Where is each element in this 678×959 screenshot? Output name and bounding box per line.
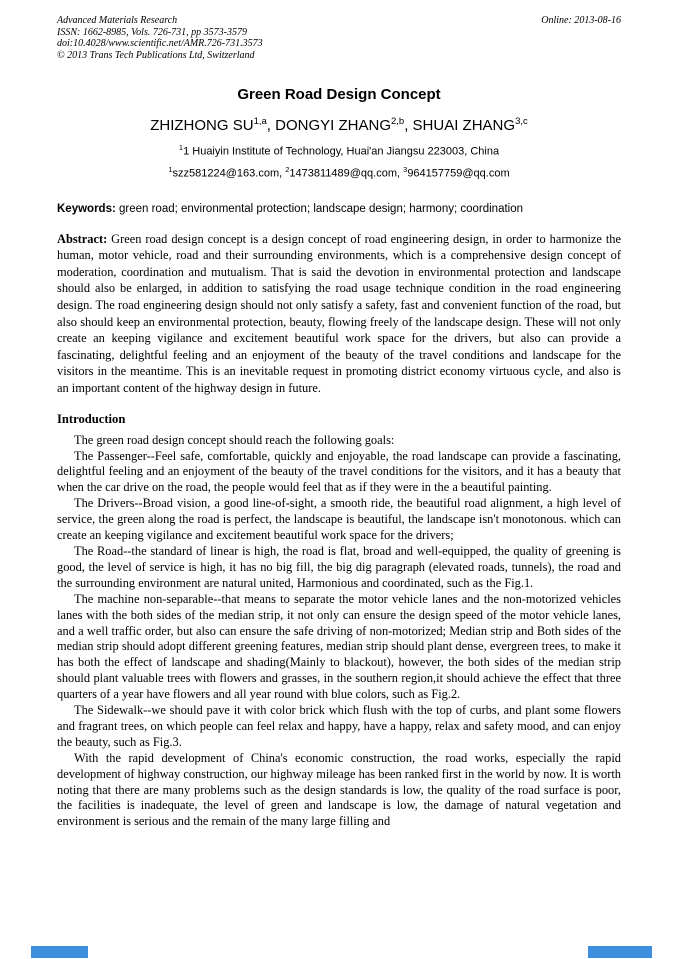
intro-paragraph: The Passenger--Feel safe, comfortable, quickly and enjoyable, the road landscape can provide a fascinating, delightful feeling and an enjoyment of the beauty of the travel conditions for the visitors, and it has a beauty that when the car drive on the road, the people would feel that as if they were in the a beautiful painting.: [57, 448, 621, 495]
author-separator: ,: [404, 117, 413, 135]
email-address: 1473811489@qq.com: [289, 167, 398, 180]
online-date: Online: 2013-08-16: [541, 15, 621, 26]
email-separator: ,: [279, 167, 286, 180]
journal-name: Advanced Materials Research: [57, 15, 178, 26]
intro-paragraph: The Sidewalk--we should pave it with color brick which flush with the top of curbs, and plant some flowers and fragrant trees, on which people can feel relax and happy, have a happy, relax and safety mood, and can enjoy the beauty, such as Fig.3.: [57, 703, 621, 749]
abstract-paragraph: [57, 231, 621, 397]
affiliation-mark: 1: [178, 143, 184, 153]
author-line: [57, 116, 621, 134]
email-address: 964157759@qq.com: [407, 167, 510, 180]
author-affiliation-mark: 2,b: [390, 116, 405, 128]
section-heading-introduction: Introduction: [57, 411, 126, 426]
author-affiliation-mark: 1,a: [253, 116, 267, 128]
page-header: [57, 15, 621, 61]
intro-paragraph: The green road design concept should reach the following goals:: [74, 432, 395, 447]
email-separator: ,: [397, 167, 404, 180]
abstract-text: Green road design concept is a design concept of road engineering design, in order to harmonize the human, motor vehicle, road and their surrounding environments, which is a comprehensive design concept of moderation, coordination and mutualism. That is said the devotion in environmental protection and landscape should also be enlarged, in addition to satisfying the road usage technique condition in the road engineering design. The road engineering design should not only satisfy a safety, fast and convenient function of the road, but also should keep an environmental protection, beauty, flowing freely of the landscape design. These will not only create an keeping vigilance and excitement beautiful work space for the drivers, but also can provide a fascinating, delightful feeling and an enjoyment of the beauty of the travel conditions and landscape for the visitors in the meantime. This is an inevitable request in promoting district economy virtuous cycle, and also is an important content of the highway design in future.: [57, 231, 621, 396]
journal-info-block: [57, 15, 263, 61]
copyright-line: © 2013 Trans Tech Publications Ltd, Switzerland: [57, 49, 255, 61]
doi-line: doi:10.4028/www.scientific.net/AMR.726-731.3573: [57, 38, 263, 50]
paper-title: Green Road Design Concept: [237, 86, 441, 104]
affiliation-text: 1 Huaiyin Institute of Technology, Huai'an Jiangsu 223003, China: [183, 146, 500, 159]
email-mark: 2: [285, 165, 290, 175]
affiliation-line: [57, 143, 621, 158]
email-mark: 1: [168, 165, 173, 175]
author-name: SHUAI ZHANG: [412, 117, 516, 135]
author-name: DONGYI ZHANG: [275, 117, 391, 135]
keywords-text: green road; environmental protection; landscape design; harmony; coordination: [115, 202, 524, 215]
intro-paragraph: With the rapid development of China's economic construction, the road works, especially the rapid development of highway construction, our highway mileage has been ranked first in the world by now. It is worth noting that there are many problems such as the design standards is low, the quality of the road surface is poor, the facilities is inadequate, the level of green and landscape is low, the damage of natural vegetation and environment is serious and the remain of the many large filling and: [57, 750, 621, 829]
author-name: ZHIZHONG SU: [150, 117, 254, 135]
abstract-label: Abstract:: [57, 231, 108, 246]
keywords-line: [57, 203, 621, 215]
footer-link-marker-left: [31, 946, 88, 958]
keywords-label: Keywords:: [57, 202, 116, 215]
author-affiliation-mark: 3,c: [515, 116, 528, 128]
email-address: szz581224@163.com: [172, 167, 280, 180]
intro-paragraph: The Drivers--Broad vision, a good line-of-sight, a smooth ride, the beautiful road alignment, a high level of service, the green along the road is perfect, the landscape is beautiful, the landscape isn't monotonous. which can create an keeping vigilance and excitement beautiful work space for the drivers;: [57, 496, 621, 543]
email-mark: 3: [403, 165, 408, 175]
author-separator: ,: [266, 117, 276, 135]
email-line: [57, 165, 621, 180]
issn-volume-line: ISSN: 1662-8985, Vols. 726-731, pp 3573-3579: [57, 26, 247, 38]
footer-link-marker-right: [588, 946, 652, 958]
intro-paragraph: The machine non-separable--that means to separate the motor vehicle lanes and the non-motorized vehicles lanes with the both sides of the median strip, it not only can ensure the design speed of the motor vehicle lanes, and a well traffic order, but also can ensure the safe driving of non-motorized; Median strip and Both sides of the median strip should adopt different greening features, median strip should plant dense, evergreen trees, to make it has both the effect of landscape and shading(Mainly to blackout), however, the both sides of the median strip should plant valuable trees with flowers and grasses, in the southern region,it should achieve the effect that three quarters of a year have flowers and all year round with blue colors, such as Fig.2.: [57, 591, 621, 702]
intro-paragraph: The Road--the standard of linear is high, the road is flat, broad and well-equipped, the quality of greening is good, the level of service is high, it has no big fill, the big dig paragraph (elevated roads, tunnels), the road and the surrounding environment are natural united, Harmonious and coordinated, such as the Fig.1.: [57, 543, 621, 590]
